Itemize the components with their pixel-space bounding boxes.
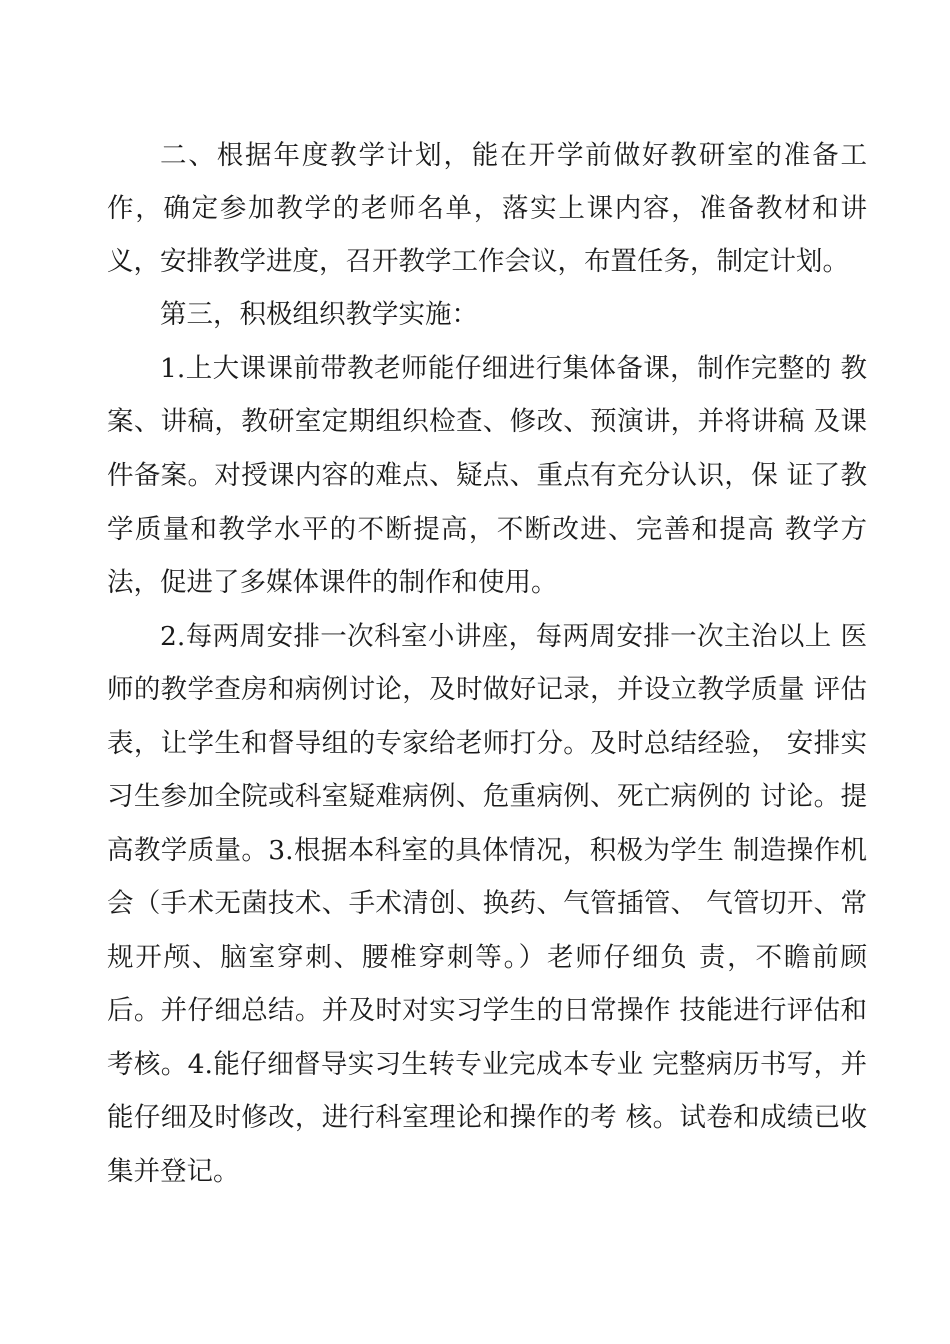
paragraph-2-line-3: 义，安排教学进度，召开教学工作会议，布置任务，制定计划。 [107,246,849,277]
item-2-line-3: 表，让学生和督导组的专家给老师打分。及时总结经验， 安排实 [107,728,867,759]
paragraph-2-line-1: 二、根据年度教学计划，能在开学前做好教研室的准备工 [160,140,867,171]
item-1-line-3: 件备案。对授课内容的难点、疑点、重点有充分认识，保 证了教 [107,460,867,491]
item-2-line-11: 集并登记。 [107,1156,240,1187]
section-heading-3: 第三，积极组织教学实施： [160,299,478,330]
item-2-line-2: 师的教学查房和病例讨论，及时做好记录，并设立教学质量 评估 [107,674,867,705]
item-2-line-1: 2.每两周安排一次科室小讲座，每两周安排一次主治以上 医 [160,621,867,652]
item-1-line-5: 法，促进了多媒体课件的制作和使用。 [107,567,558,598]
item-2-line-8: 后。并仔细总结。并及时对实习学生的日常操作 技能进行评估和 [107,995,867,1026]
item-2-line-4: 习生参加全院或科室疑难病例、危重病例、死亡病例的 讨论。提 [107,781,867,812]
item-1-line-2: 案、讲稿，教研室定期组织检查、修改、预演讲，并将讲稿 及课 [107,406,867,437]
item-2-line-9: 考核。4.能仔细督导实习生转专业完成本专业 完整病历书写，并 [107,1049,867,1080]
item-2-line-6: 会（手术无菌技术、手术清创、换药、气管插管、 气管切开、常 [107,888,867,919]
paragraph-2-line-2: 作，确定参加教学的老师名单，落实上课内容，准备教材和讲 [107,193,867,224]
item-1-line-4: 学质量和教学水平的不断提高，不断改进、完善和提高 教学方 [107,514,867,545]
item-2-line-5: 高教学质量。3.根据本科室的具体情况，积极为学生 制造操作机 [107,835,867,866]
item-2-line-10: 能仔细及时修改，进行科室理论和操作的考 核。试卷和成绩已收 [107,1102,867,1133]
item-1-line-1: 1.上大课课前带教老师能仔细进行集体备课，制作完整的 教 [160,353,867,384]
item-2-line-7: 规开颅、脑室穿刺、腰椎穿刺等。）老师仔细负 责，不瞻前顾 [107,942,867,973]
